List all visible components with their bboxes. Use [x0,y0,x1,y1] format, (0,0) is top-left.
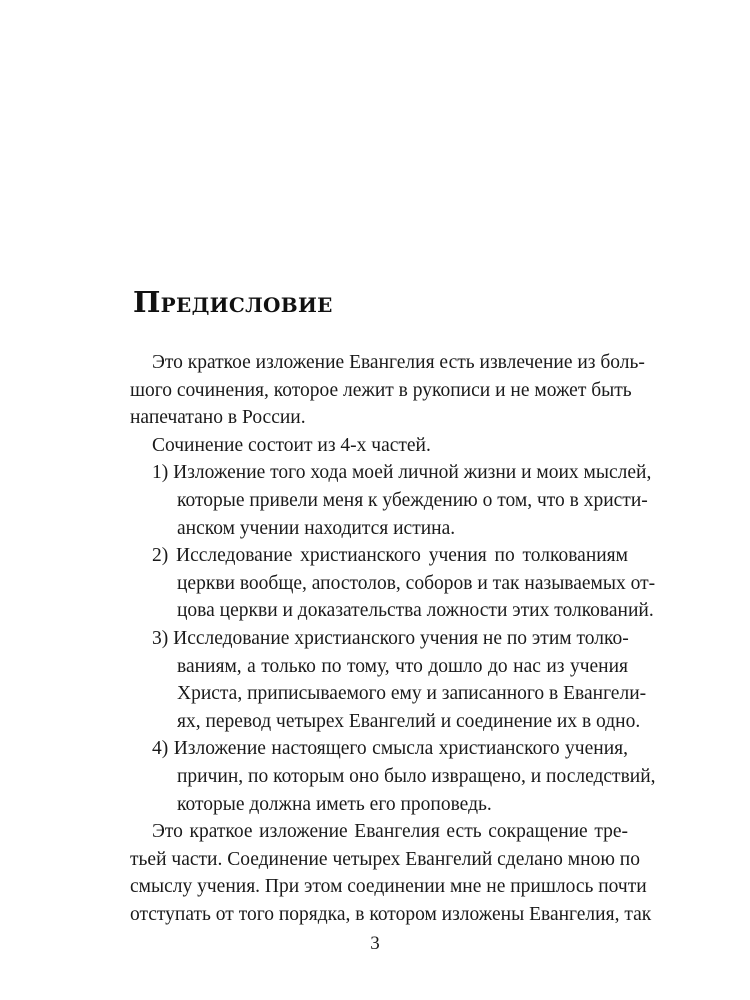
body-text [130,349,656,928]
text-line: анском учении находится истина. [177,517,456,539]
text-line: цова церкви и доказательства ложности этих толкований. [177,600,654,622]
text-line: причин, по которым оно было извращено, и последствий, [177,765,656,787]
page-number: 3 [370,933,380,954]
text-line: ях, перевод четырех Евангелий и соединение их в одно. [177,710,641,732]
page-title: Предисловие [133,285,333,319]
text-line: 1) Изложение того хода моей личной жизни и моих мыслей, [152,462,652,484]
text-line: 2) Исследование христианского учения по толкованиям [152,545,628,567]
text-line: церкви вообще, апостолов, соборов и так называемых от- [177,572,656,594]
text-line: шого сочинения, которое лежит в рукописи и не может быть [130,379,632,401]
text-line: Это краткое изложение Евангелия есть сокращение тре- [152,821,628,843]
text-line: ваниям, а только по тому, что дошло до нас из учения [177,655,628,677]
text-line: напечатано в России. [130,407,306,429]
text-line: которые привели меня к убеждению о том, что в христи- [177,489,648,511]
text-line: 4) Изложение настоящего смысла христианского учения, [152,738,628,760]
text-line: которые должна иметь его проповедь. [177,793,492,815]
text-line: Сочинение состоит из 4-х частей. [152,434,431,456]
text-line: отступать от того порядка, в котором изложены Евангелия, так [130,903,652,925]
text-line: смыслу учения. При этом соединении мне не пришлось почти [130,876,647,898]
text-line: тьей части. Соединение четырех Евангелий сделано мною по [130,848,640,870]
text-line: 3) Исследование христианского учения не по этим толко- [152,627,629,649]
text-line: Это краткое изложение Евангелия есть извлечение из боль- [152,352,645,373]
text-line: Христа, приписываемого ему и записанного в Евангели- [177,683,647,705]
